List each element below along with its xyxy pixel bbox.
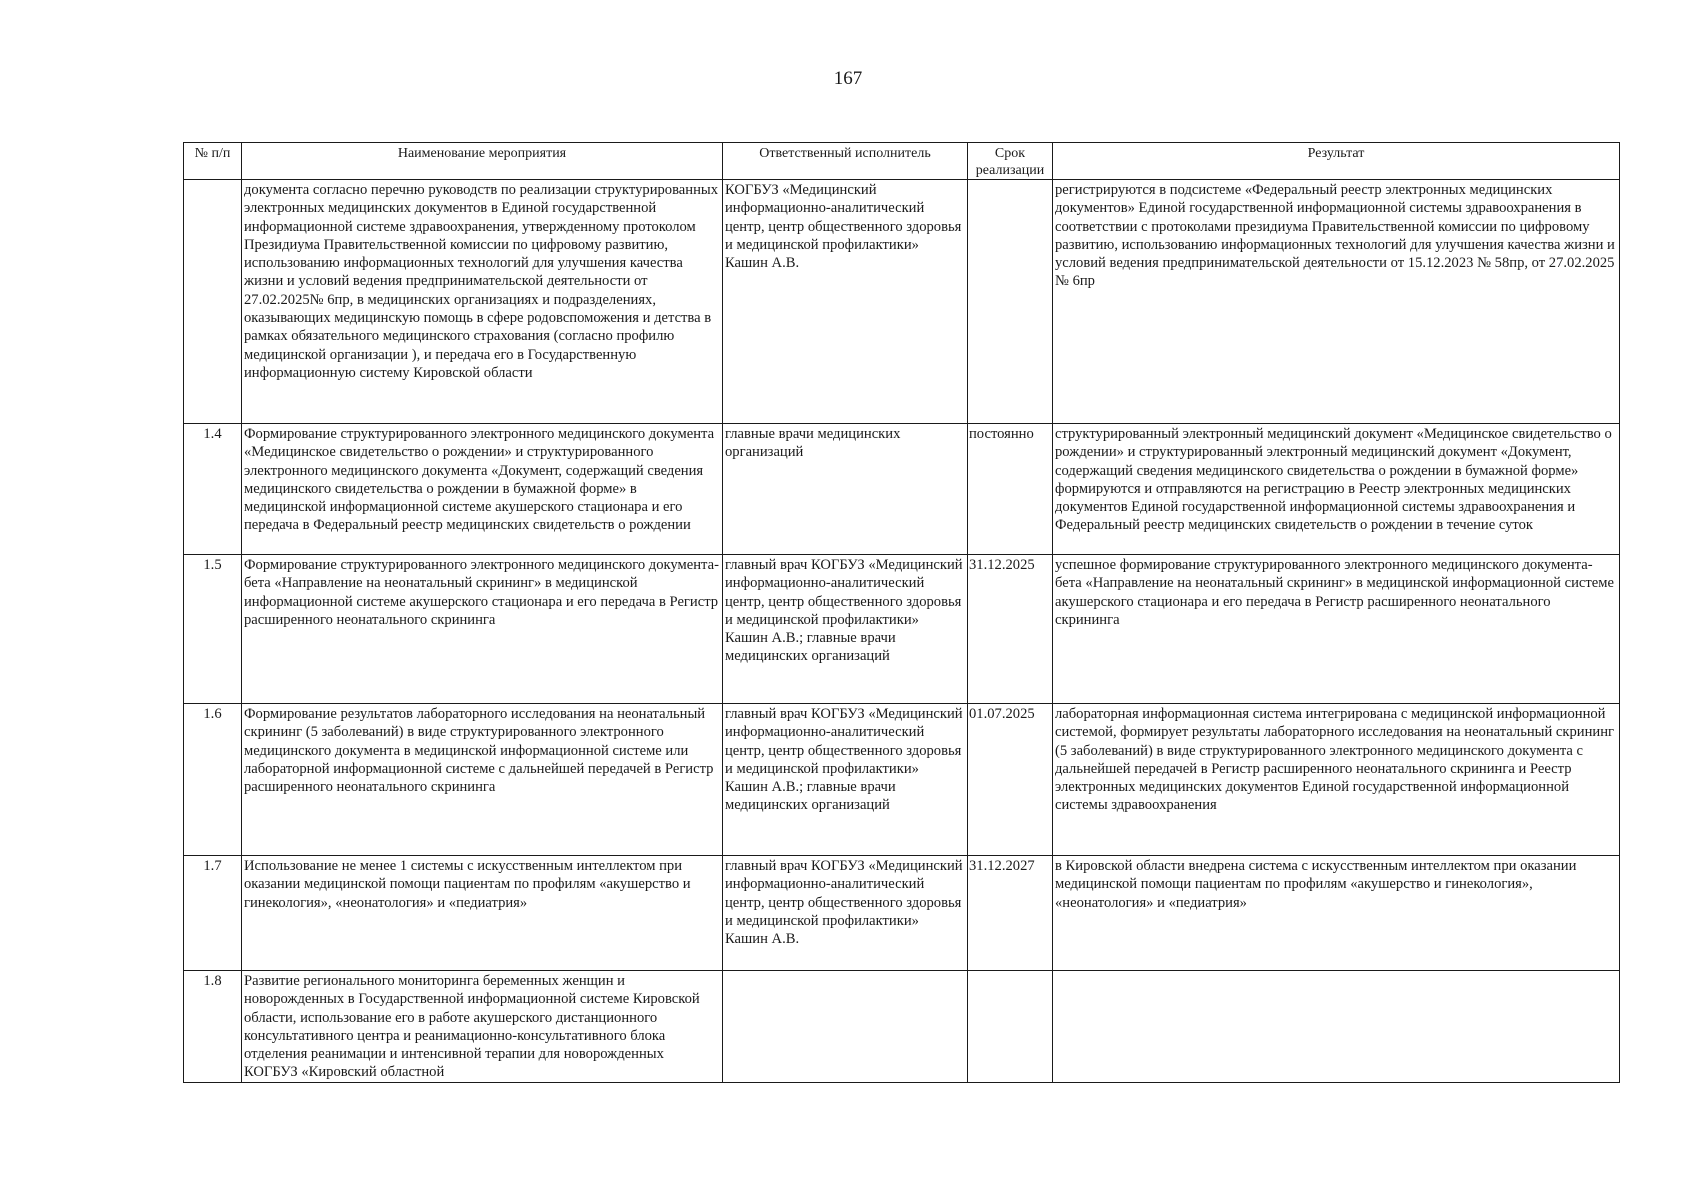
- row-term: постоянно: [968, 424, 1053, 555]
- row-term: [968, 971, 1053, 1083]
- row-result: регистрируются в подсистеме «Федеральный реестр электронных медицинских документов» Единой государственной информационной системы здравоохранения в соответствии с протоколами президиума Правительственной комиссии по цифровому развитию, использованию информационных технологий для улучшения качества жизни и условий ведения предпринимательской деятельности от 15.12.2023 № 58пр, от 27.02.2025 № 6пр: [1053, 180, 1620, 424]
- row-result: структурированный электронный медицинский документ «Медицинское свидетельство о рождении» и структурированный электронный медицинский документ «Документ, содержащий сведения медицинского свидетельства о рождении в бумажной форме» формируются и отправляются на регистрацию в Реестр электронных медицинских документов Единой государственной информационной системы здравоохранения и Федеральный реестр медицинских свидетельств о рождении в течение суток: [1053, 424, 1620, 555]
- header-name: Наименование мероприятия: [242, 143, 723, 180]
- row-executor: главный врач КОГБУЗ «Медицинский информационно-аналитический центр, центр общественного здоровья и медицинской профилактики» Кашин А.В.; главные врачи медицинских организаций: [723, 704, 968, 856]
- measures-table: [183, 142, 1620, 1083]
- row-executor: [723, 971, 968, 1083]
- row-term: 31.12.2027: [968, 856, 1053, 971]
- table-row: [184, 856, 1620, 971]
- row-name: Формирование структурированного электронного медицинского документа-бета «Направление на неонатальный скрининг» в медицинской информационной системе акушерского стационара и его передача в Регистр расширенного неонатального скрининга: [242, 555, 723, 704]
- row-name: Формирование структурированного электронного медицинского документа «Медицинское свидетельство о рождении» и структурированного электронного медицинского документа «Документ, содержащий сведения медицинского свидетельства о рождении в бумажной форме» в медицинской информационной системе акушерского стационара и его передача в Федеральный реестр медицинских свидетельств о рождении: [242, 424, 723, 555]
- row-executor: КОГБУЗ «Медицинский информационно-аналитический центр, центр общественного здоровья и медицинской профилактики» Кашин А.В.: [723, 180, 968, 424]
- row-result: в Кировской области внедрена система с искусственным интеллектом при оказании медицинской помощи пациентам по профилям «акушерство и гинекология», «неонатология» и «педиатрия»: [1053, 856, 1620, 971]
- row-name: документа согласно перечню руководств по реализации структурированных электронных медицинских документов в Единой государственной информационной системе здравоохранения, утвержденному протоколом Президиума Правительственной комиссии по цифровому развитию, использованию информационных технологий для улучшения качества жизни и условий ведения предпринимательской деятельности от 27.02.2025№ 6пр, в медицинских организациях и подразделениях, оказывающих медицинскую помощь в сфере родовспоможения и детства в рамках обязательного медицинского страхования (согласно профилю медицинской организации ), и передача его в Государственную информационную систему Кировской области: [242, 180, 723, 424]
- row-num: [184, 180, 242, 424]
- header-row: [184, 143, 1620, 180]
- table-row: [184, 704, 1620, 856]
- row-name: Использование не менее 1 системы с искусственным интеллектом при оказании медицинской помощи пациентам по профилям «акушерство и гинекология», «неонатология» и «педиатрия»: [242, 856, 723, 971]
- row-num: 1.7: [184, 856, 242, 971]
- row-term: 01.07.2025: [968, 704, 1053, 856]
- row-term: [968, 180, 1053, 424]
- row-executor: главные врачи медицинских организаций: [723, 424, 968, 555]
- table-row: [184, 424, 1620, 555]
- row-executor: главный врач КОГБУЗ «Медицинский информационно-аналитический центр, центр общественного здоровья и медицинской профилактики» Кашин А.В.; главные врачи медицинских организаций: [723, 555, 968, 704]
- row-name: Формирование результатов лабораторного исследования на неонатальный скрининг (5 заболеваний) в виде структурированного электронного медицинского документа в медицинской информационной системе или лабораторной информационной системе с дальнейшей передачей в Регистр расширенного неонатального скрининга: [242, 704, 723, 856]
- table-row: [184, 555, 1620, 704]
- row-num: 1.8: [184, 971, 242, 1083]
- header-num: № п/п: [184, 143, 242, 180]
- table-row: [184, 180, 1620, 424]
- header-executor: Ответственный исполнитель: [723, 143, 968, 180]
- row-name: Развитие регионального мониторинга беременных женщин и новорожденных в Государственной информационной системе Кировской области, использование его в работе акушерского дистанционного консультативного центра и реанимационно-консультативного блока отделения реанимации и интенсивной терапии для новорожденных КОГБУЗ «Кировский областной: [242, 971, 723, 1083]
- row-num: 1.5: [184, 555, 242, 704]
- page-number: 167: [833, 68, 863, 89]
- row-result: успешное формирование структурированного электронного медицинского документа-бета «Направление на неонатальный скрининг» в медицинской информационной системе акушерского стационара и его передача в Регистр расширенного неонатального скрининга: [1053, 555, 1620, 704]
- row-num: 1.4: [184, 424, 242, 555]
- table-header: [184, 143, 1620, 180]
- row-num: 1.6: [184, 704, 242, 856]
- row-result: лабораторная информационная система интегрирована с медицинской информационной системой, формирует результаты лабораторного исследования на неонатальный скрининг (5 заболеваний) в виде структурированного электронного медицинского документа с дальнейшей передачей в Регистр расширенного неонатального скрининга и Реестр электронных медицинских документов Единой государственной информационной системы здравоохранения: [1053, 704, 1620, 856]
- header-result: Результат: [1053, 143, 1620, 180]
- row-result: [1053, 971, 1620, 1083]
- header-term: Срок реализации: [968, 143, 1053, 180]
- row-term: 31.12.2025: [968, 555, 1053, 704]
- row-executor: главный врач КОГБУЗ «Медицинский информационно-аналитический центр, центр общественного здоровья и медицинской профилактики» Кашин А.В.: [723, 856, 968, 971]
- table-row: [184, 971, 1620, 1083]
- table-body: [184, 180, 1620, 1083]
